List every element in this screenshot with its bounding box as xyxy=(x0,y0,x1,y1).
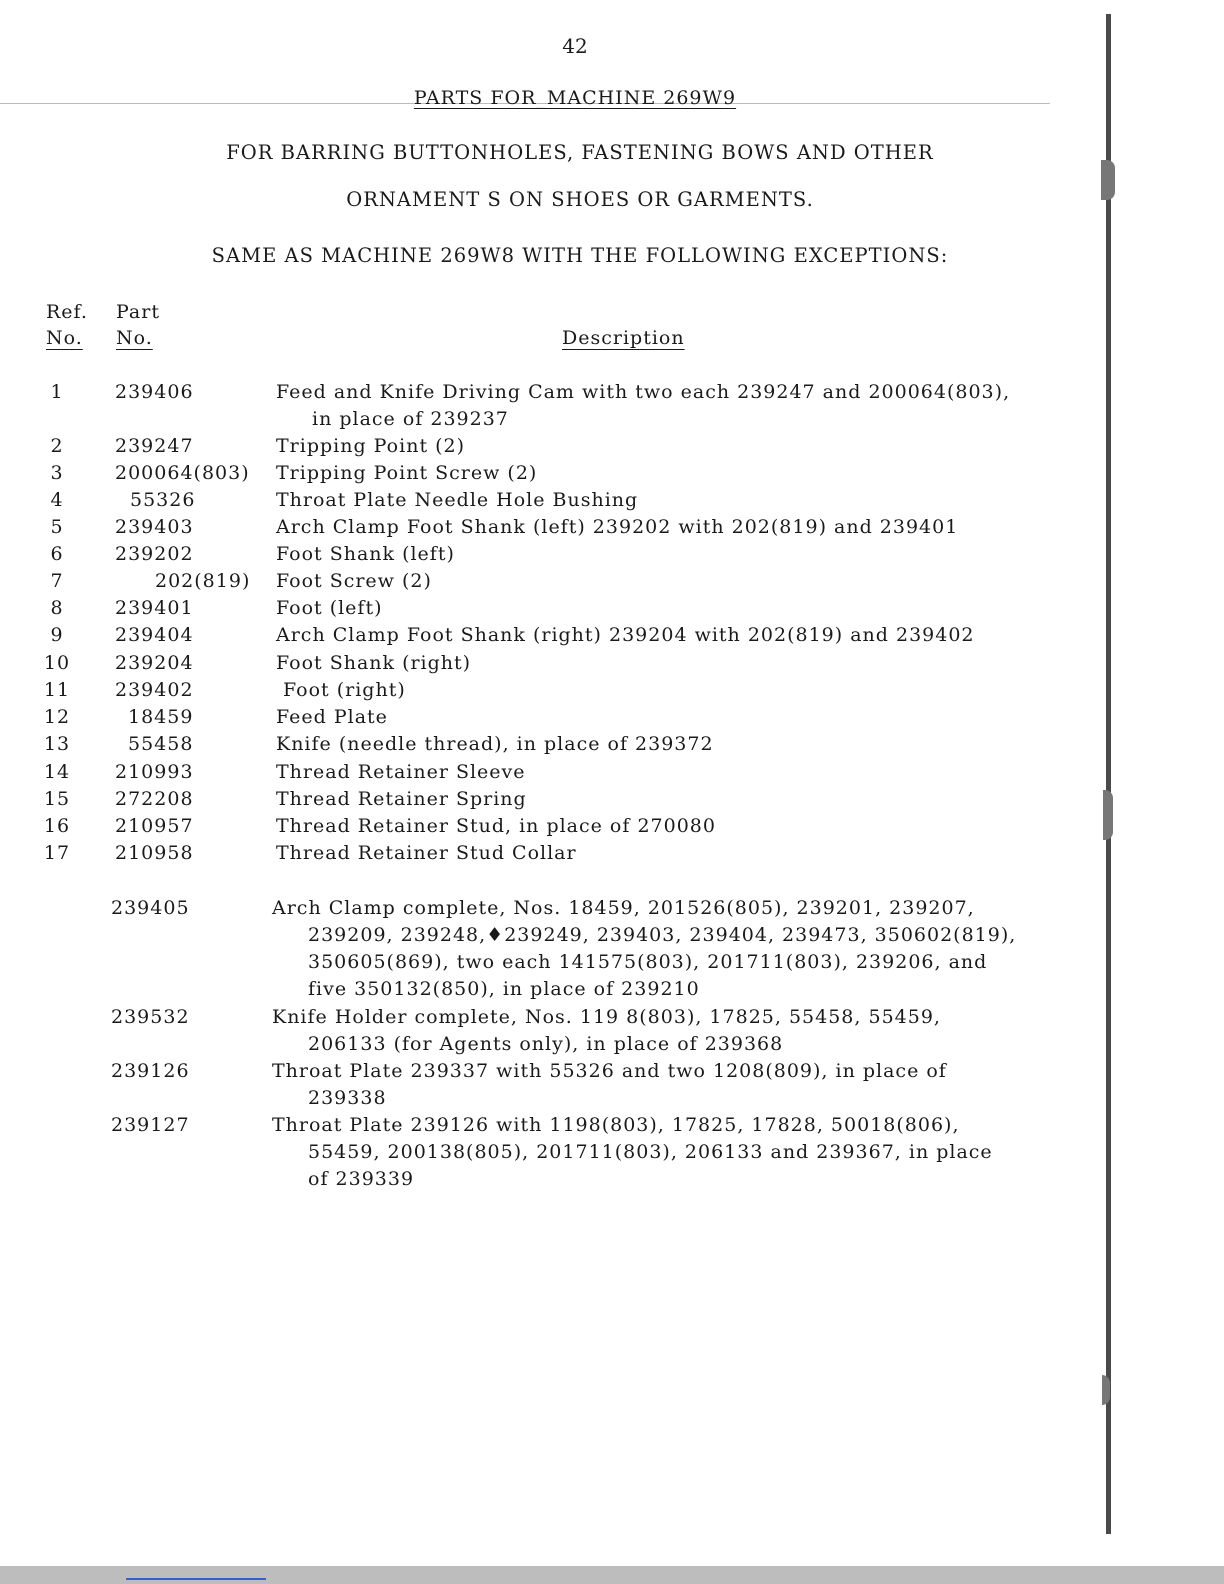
part-description: Thread Retainer Stud, in place of 270080 xyxy=(276,815,716,837)
part-no: 210958 xyxy=(115,842,194,864)
part-no: 239402 xyxy=(115,679,194,701)
description-header: Description xyxy=(562,327,685,349)
subtitle-line-1: FOR BARRING BUTTONHOLES, FASTENING BOWS AND OTHER xyxy=(226,141,934,164)
part-no: 200064(803) xyxy=(115,462,250,484)
ref-no-header: Ref. No. xyxy=(46,301,88,349)
part-no: 210957 xyxy=(115,815,194,837)
scan-link-mark xyxy=(126,1578,266,1580)
ref-no: 2 xyxy=(50,435,64,457)
ref-no: 6 xyxy=(50,543,64,565)
binding-clip xyxy=(1101,160,1115,200)
ref-no: 5 xyxy=(50,516,64,538)
part-description: Foot Shank (right) xyxy=(276,652,472,674)
part-description: Arch Clamp Foot Shank (right) 239204 with 202(819) and 239402 xyxy=(276,624,975,646)
part-no: 239532 xyxy=(111,1006,190,1028)
ref-no: 15 xyxy=(43,788,71,810)
scan-bottom-bar xyxy=(0,1566,1224,1584)
assembly-description: Throat Plate 239337 with 55326 and two 1208(809), in place of 239338 xyxy=(272,1060,947,1109)
part-no: 239405 xyxy=(111,897,190,919)
page-number: 42 xyxy=(562,34,588,58)
part-description: Thread Retainer Stud Collar xyxy=(276,842,577,864)
ref-no: 16 xyxy=(43,815,71,837)
part-description: Arch Clamp Foot Shank (left) 239202 with 202(819) and 239401 xyxy=(276,516,959,538)
part-no: 239401 xyxy=(115,597,194,619)
subtitle-line-3: SAME AS MACHINE 269W8 WITH THE FOLLOWING EXCEPTIONS: xyxy=(211,244,949,267)
ref-no: 7 xyxy=(50,570,64,592)
binding-edge xyxy=(1106,14,1111,1534)
part-description: Throat Plate Needle Hole Bushing xyxy=(276,489,639,511)
ref-no: 12 xyxy=(43,706,71,728)
binding-clip xyxy=(1103,790,1113,840)
ref-no: 3 xyxy=(50,462,64,484)
ref-no: 4 xyxy=(50,489,64,511)
part-description: Thread Retainer Sleeve xyxy=(276,761,526,783)
ref-no: 11 xyxy=(43,679,71,701)
ref-no: 1 xyxy=(50,381,64,403)
ref-no: 14 xyxy=(43,761,71,783)
part-no: 18459 xyxy=(128,706,194,728)
ref-no: 9 xyxy=(50,624,64,646)
part-no: 239202 xyxy=(115,543,194,565)
assembly-description: Knife Holder complete, Nos. 119 8(803), 17825, 55458, 55459, 206133 (for Agents only), in place of 239368 xyxy=(272,1006,941,1055)
part-description: Foot (right) xyxy=(276,679,406,701)
part-no: 55326 xyxy=(130,489,196,511)
part-no: 239204 xyxy=(115,652,194,674)
part-description: Foot Shank (left) xyxy=(276,543,455,565)
part-description: Knife (needle thread), in place of 239372 xyxy=(276,733,714,755)
binding-clip xyxy=(1102,1375,1110,1405)
part-no: 55458 xyxy=(128,733,194,755)
subtitle-line-2: ORNAMENT S ON SHOES OR GARMENTS. xyxy=(346,188,814,211)
part-no: 239127 xyxy=(111,1114,190,1136)
ref-no: 17 xyxy=(43,842,71,864)
page-title: PARTS FOR_MACHINE 269W9 xyxy=(413,87,737,109)
part-description: Feed Plate xyxy=(276,706,388,728)
part-no: 202(819) xyxy=(155,570,251,592)
ref-no: 8 xyxy=(50,597,64,619)
part-description: Tripping Point (2) xyxy=(276,435,466,457)
ref-no: 10 xyxy=(43,652,71,674)
part-no-header: Part No. xyxy=(116,301,160,349)
part-description: Feed and Knife Driving Cam with two each 239247 and 200064(803), in place of 239237 xyxy=(276,381,1011,430)
part-description: Foot (left) xyxy=(276,597,383,619)
part-no: 239404 xyxy=(115,624,194,646)
assembly-description: Throat Plate 239126 with 1198(803), 17825, 17828, 50018(806), 55459, 200138(805), 201711(803), 206133 and 239367, in place of 239339 xyxy=(272,1114,993,1190)
part-no: 239126 xyxy=(111,1060,190,1082)
assembly-description: Arch Clamp complete, Nos. 18459, 201526(805), 239201, 239207, 239209, 239248,♦239249, 239403, 239404, 239473, 350602(819), 350605(869), two each 141575(803), 201711(803), 239206, and five 350132(850), in place of 239210 xyxy=(272,897,1017,1000)
part-description: Thread Retainer Spring xyxy=(276,788,527,810)
part-no: 239406 xyxy=(115,381,194,403)
part-no: 210993 xyxy=(115,761,194,783)
part-description: Tripping Point Screw (2) xyxy=(276,462,538,484)
part-no: 239247 xyxy=(115,435,194,457)
part-description: Foot Screw (2) xyxy=(276,570,432,592)
ref-no: 13 xyxy=(43,733,71,755)
part-no: 272208 xyxy=(115,788,194,810)
part-no: 239403 xyxy=(115,516,194,538)
